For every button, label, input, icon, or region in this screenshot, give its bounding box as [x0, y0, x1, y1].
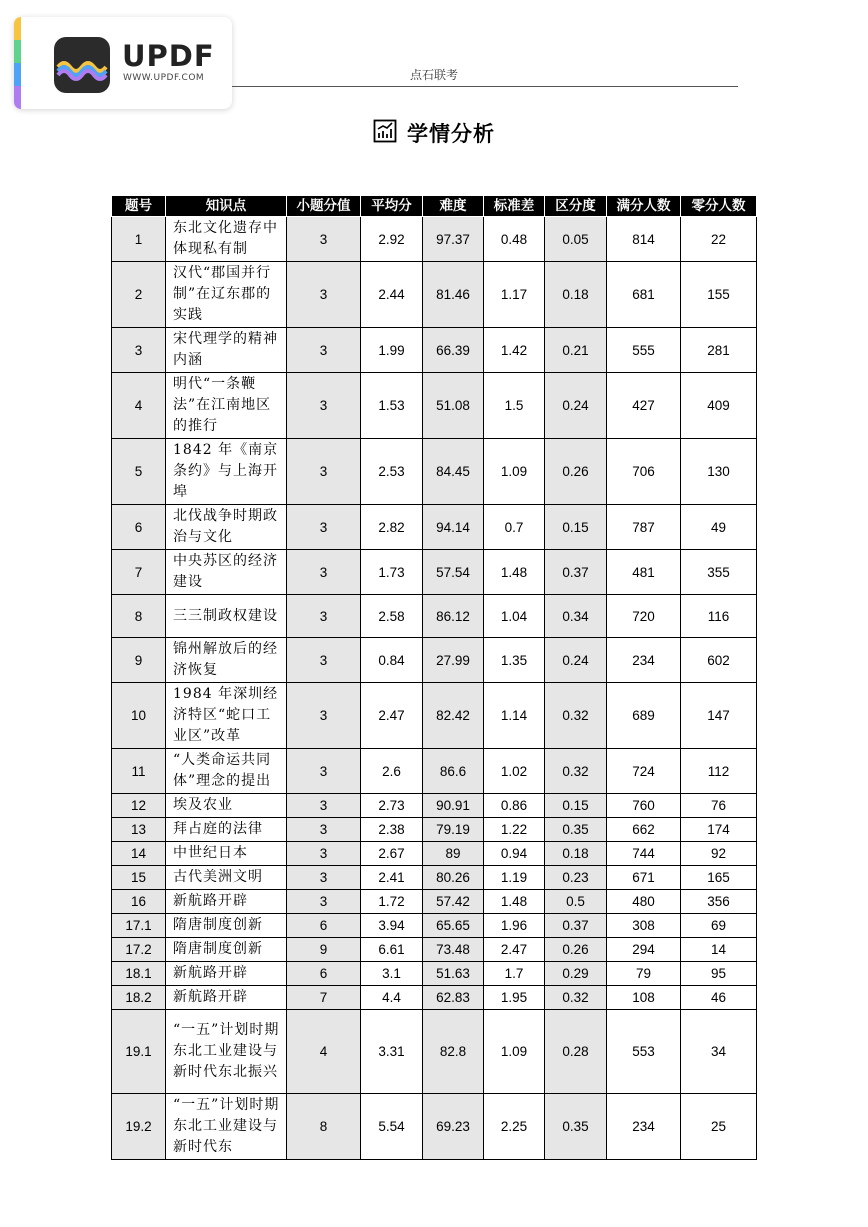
- cell-average: 2.82: [361, 505, 423, 550]
- cell-item-score: 3: [287, 595, 361, 638]
- cell-discrimination: 0.35: [545, 1094, 607, 1160]
- cell-std-dev: 1.5: [484, 373, 545, 439]
- cell-knowledge-point: 拜占庭的法律: [166, 818, 287, 842]
- cell-discrimination: 0.28: [545, 1010, 607, 1094]
- cell-std-dev: 1.42: [484, 328, 545, 373]
- table-row: [112, 638, 757, 683]
- cell-item-score: 3: [287, 749, 361, 794]
- section-heading: [0, 118, 868, 148]
- cell-item-score: 3: [287, 373, 361, 439]
- header-knowledge-point: 知识点: [166, 196, 287, 217]
- cell-std-dev: 1.48: [484, 550, 545, 595]
- table-row: [112, 1010, 757, 1094]
- cell-zero-score-count: 147: [681, 683, 757, 749]
- cell-zero-score-count: 165: [681, 866, 757, 890]
- table-row: [112, 866, 757, 890]
- cell-knowledge-point: “一五”计划时期东北工业建设与新时代东北振兴: [166, 1010, 287, 1094]
- cell-zero-score-count: 112: [681, 749, 757, 794]
- cell-question-no: 18.2: [112, 986, 166, 1010]
- cell-question-no: 7: [112, 550, 166, 595]
- cell-zero-score-count: 356: [681, 890, 757, 914]
- cell-question-no: 1: [112, 217, 166, 262]
- cell-item-score: 3: [287, 683, 361, 749]
- cell-std-dev: 2.25: [484, 1094, 545, 1160]
- cell-question-no: 16: [112, 890, 166, 914]
- cell-full-score-count: 294: [607, 938, 681, 962]
- cell-difficulty: 94.14: [423, 505, 484, 550]
- cell-zero-score-count: 281: [681, 328, 757, 373]
- cell-discrimination: 0.37: [545, 550, 607, 595]
- cell-full-score-count: 553: [607, 1010, 681, 1094]
- cell-difficulty: 73.48: [423, 938, 484, 962]
- table-row: [112, 217, 757, 262]
- cell-knowledge-point: 埃及农业: [166, 794, 287, 818]
- cell-difficulty: 51.63: [423, 962, 484, 986]
- table-row: [112, 505, 757, 550]
- cell-average: 6.61: [361, 938, 423, 962]
- updf-logo-card: [14, 17, 232, 109]
- cell-std-dev: 0.94: [484, 842, 545, 866]
- cell-zero-score-count: 92: [681, 842, 757, 866]
- cell-question-no: 17.2: [112, 938, 166, 962]
- cell-std-dev: 0.86: [484, 794, 545, 818]
- table-row: [112, 550, 757, 595]
- cell-average: 0.84: [361, 638, 423, 683]
- cell-full-score-count: 787: [607, 505, 681, 550]
- cell-item-score: 3: [287, 439, 361, 505]
- cell-knowledge-point: 隋唐制度创新: [166, 938, 287, 962]
- table-row: [112, 962, 757, 986]
- logo-color-strip: [14, 17, 21, 109]
- cell-average: 2.73: [361, 794, 423, 818]
- cell-knowledge-point: 中世纪日本: [166, 842, 287, 866]
- cell-item-score: 9: [287, 938, 361, 962]
- cell-discrimination: 0.21: [545, 328, 607, 373]
- stats-table: [111, 195, 757, 1160]
- cell-std-dev: 1.14: [484, 683, 545, 749]
- cell-knowledge-point: 1842 年《南京条约》与上海开埠: [166, 439, 287, 505]
- cell-full-score-count: 814: [607, 217, 681, 262]
- cell-std-dev: 1.04: [484, 595, 545, 638]
- header-average: 平均分: [361, 196, 423, 217]
- cell-difficulty: 66.39: [423, 328, 484, 373]
- cell-discrimination: 0.29: [545, 962, 607, 986]
- header-full-score-count: 满分人数: [607, 196, 681, 217]
- cell-discrimination: 0.32: [545, 683, 607, 749]
- cell-knowledge-point: 北伐战争时期政治与文化: [166, 505, 287, 550]
- cell-difficulty: 65.65: [423, 914, 484, 938]
- cell-discrimination: 0.34: [545, 595, 607, 638]
- cell-item-score: 3: [287, 262, 361, 328]
- cell-zero-score-count: 25: [681, 1094, 757, 1160]
- cell-knowledge-point: 新航路开辟: [166, 890, 287, 914]
- cell-full-score-count: 706: [607, 439, 681, 505]
- table-row: [112, 595, 757, 638]
- cell-discrimination: 0.23: [545, 866, 607, 890]
- cell-knowledge-point: 中央苏区的经济建设: [166, 550, 287, 595]
- cell-question-no: 12: [112, 794, 166, 818]
- cell-difficulty: 27.99: [423, 638, 484, 683]
- cell-discrimination: 0.05: [545, 217, 607, 262]
- cell-discrimination: 0.32: [545, 986, 607, 1010]
- cell-full-score-count: 555: [607, 328, 681, 373]
- cell-question-no: 15: [112, 866, 166, 890]
- cell-knowledge-point: 锦州解放后的经济恢复: [166, 638, 287, 683]
- header-discrimination: 区分度: [545, 196, 607, 217]
- cell-average: 1.53: [361, 373, 423, 439]
- cell-discrimination: 0.24: [545, 638, 607, 683]
- cell-full-score-count: 234: [607, 1094, 681, 1160]
- cell-difficulty: 97.37: [423, 217, 484, 262]
- cell-std-dev: 1.22: [484, 818, 545, 842]
- cell-item-score: 3: [287, 328, 361, 373]
- cell-difficulty: 69.23: [423, 1094, 484, 1160]
- header-title: 点石联考: [409, 68, 458, 82]
- cell-knowledge-point: 古代美洲文明: [166, 866, 287, 890]
- cell-item-score: 8: [287, 1094, 361, 1160]
- cell-knowledge-point: 汉代“郡国并行制”在辽东郡的实践: [166, 262, 287, 328]
- cell-difficulty: 82.42: [423, 683, 484, 749]
- header-difficulty: 难度: [423, 196, 484, 217]
- cell-full-score-count: 480: [607, 890, 681, 914]
- cell-discrimination: 0.5: [545, 890, 607, 914]
- cell-difficulty: 57.54: [423, 550, 484, 595]
- cell-discrimination: 0.15: [545, 505, 607, 550]
- cell-std-dev: 1.02: [484, 749, 545, 794]
- cell-std-dev: 1.09: [484, 1010, 545, 1094]
- cell-average: 1.99: [361, 328, 423, 373]
- cell-average: 1.73: [361, 550, 423, 595]
- cell-discrimination: 0.26: [545, 938, 607, 962]
- table-row: [112, 818, 757, 842]
- cell-std-dev: 1.35: [484, 638, 545, 683]
- cell-difficulty: 57.42: [423, 890, 484, 914]
- cell-discrimination: 0.18: [545, 262, 607, 328]
- cell-full-score-count: 720: [607, 595, 681, 638]
- cell-difficulty: 86.12: [423, 595, 484, 638]
- cell-average: 2.67: [361, 842, 423, 866]
- cell-full-score-count: 724: [607, 749, 681, 794]
- table-row: [112, 794, 757, 818]
- cell-std-dev: 1.19: [484, 866, 545, 890]
- cell-question-no: 3: [112, 328, 166, 373]
- cell-full-score-count: 108: [607, 986, 681, 1010]
- cell-question-no: 13: [112, 818, 166, 842]
- cell-average: 2.92: [361, 217, 423, 262]
- updf-logo-icon: [54, 37, 110, 93]
- cell-zero-score-count: 49: [681, 505, 757, 550]
- cell-zero-score-count: 76: [681, 794, 757, 818]
- cell-item-score: 3: [287, 794, 361, 818]
- cell-average: 2.44: [361, 262, 423, 328]
- cell-average: 1.72: [361, 890, 423, 914]
- cell-item-score: 3: [287, 842, 361, 866]
- header-std-dev: 标准差: [484, 196, 545, 217]
- section-title: 学情分析: [407, 122, 495, 146]
- header-question-no: 题号: [112, 196, 166, 217]
- cell-average: 3.1: [361, 962, 423, 986]
- cell-question-no: 2: [112, 262, 166, 328]
- cell-difficulty: 62.83: [423, 986, 484, 1010]
- header-divider: [232, 86, 738, 87]
- cell-zero-score-count: 46: [681, 986, 757, 1010]
- cell-knowledge-point: 东北文化遗存中体现私有制: [166, 217, 287, 262]
- table-row: [112, 986, 757, 1010]
- cell-difficulty: 86.6: [423, 749, 484, 794]
- cell-item-score: 3: [287, 818, 361, 842]
- cell-question-no: 19.1: [112, 1010, 166, 1094]
- cell-average: 3.31: [361, 1010, 423, 1094]
- cell-question-no: 14: [112, 842, 166, 866]
- cell-full-score-count: 427: [607, 373, 681, 439]
- cell-zero-score-count: 155: [681, 262, 757, 328]
- cell-knowledge-point: 新航路开辟: [166, 986, 287, 1010]
- cell-full-score-count: 689: [607, 683, 681, 749]
- cell-full-score-count: 671: [607, 866, 681, 890]
- header-item-score: 小题分值: [287, 196, 361, 217]
- cell-question-no: 18.1: [112, 962, 166, 986]
- cell-zero-score-count: 130: [681, 439, 757, 505]
- cell-question-no: 6: [112, 505, 166, 550]
- cell-average: 2.6: [361, 749, 423, 794]
- cell-average: 2.53: [361, 439, 423, 505]
- cell-full-score-count: 79: [607, 962, 681, 986]
- table-row: [112, 439, 757, 505]
- cell-item-score: 3: [287, 890, 361, 914]
- cell-std-dev: 2.47: [484, 938, 545, 962]
- cell-average: 4.4: [361, 986, 423, 1010]
- cell-discrimination: 0.18: [545, 842, 607, 866]
- cell-full-score-count: 234: [607, 638, 681, 683]
- cell-std-dev: 0.7: [484, 505, 545, 550]
- table-row: [112, 914, 757, 938]
- cell-zero-score-count: 409: [681, 373, 757, 439]
- cell-difficulty: 89: [423, 842, 484, 866]
- cell-std-dev: 1.95: [484, 986, 545, 1010]
- cell-item-score: 6: [287, 914, 361, 938]
- cell-difficulty: 79.19: [423, 818, 484, 842]
- table-row: [112, 328, 757, 373]
- cell-zero-score-count: 174: [681, 818, 757, 842]
- cell-full-score-count: 760: [607, 794, 681, 818]
- table-header-row: [112, 196, 757, 217]
- chart-icon: [373, 119, 397, 147]
- cell-discrimination: 0.32: [545, 749, 607, 794]
- cell-full-score-count: 308: [607, 914, 681, 938]
- cell-difficulty: 80.26: [423, 866, 484, 890]
- cell-knowledge-point: 新航路开辟: [166, 962, 287, 986]
- cell-full-score-count: 481: [607, 550, 681, 595]
- cell-item-score: 3: [287, 638, 361, 683]
- cell-average: 2.38: [361, 818, 423, 842]
- cell-item-score: 7: [287, 986, 361, 1010]
- cell-zero-score-count: 602: [681, 638, 757, 683]
- cell-question-no: 10: [112, 683, 166, 749]
- cell-zero-score-count: 69: [681, 914, 757, 938]
- cell-full-score-count: 681: [607, 262, 681, 328]
- cell-discrimination: 0.35: [545, 818, 607, 842]
- table-row: [112, 842, 757, 866]
- cell-zero-score-count: 14: [681, 938, 757, 962]
- cell-std-dev: 1.48: [484, 890, 545, 914]
- cell-item-score: 3: [287, 550, 361, 595]
- cell-difficulty: 51.08: [423, 373, 484, 439]
- cell-std-dev: 1.17: [484, 262, 545, 328]
- cell-full-score-count: 744: [607, 842, 681, 866]
- cell-zero-score-count: 34: [681, 1010, 757, 1094]
- cell-zero-score-count: 22: [681, 217, 757, 262]
- cell-average: 2.41: [361, 866, 423, 890]
- cell-item-score: 4: [287, 1010, 361, 1094]
- table-row: [112, 1094, 757, 1160]
- cell-question-no: 11: [112, 749, 166, 794]
- cell-knowledge-point: “一五”计划时期东北工业建设与新时代东: [166, 1094, 287, 1160]
- cell-discrimination: 0.26: [545, 439, 607, 505]
- cell-knowledge-point: 宋代理学的精神内涵: [166, 328, 287, 373]
- cell-average: 2.47: [361, 683, 423, 749]
- table-row: [112, 749, 757, 794]
- cell-question-no: 17.1: [112, 914, 166, 938]
- table-row: [112, 262, 757, 328]
- cell-discrimination: 0.37: [545, 914, 607, 938]
- cell-knowledge-point: 明代“一条鞭法”在江南地区的推行: [166, 373, 287, 439]
- logo-url: WWW.UPDF.COM: [123, 73, 205, 83]
- table-row: [112, 938, 757, 962]
- cell-std-dev: 1.09: [484, 439, 545, 505]
- cell-knowledge-point: “人类命运共同体”理念的提出: [166, 749, 287, 794]
- table-row: [112, 683, 757, 749]
- cell-zero-score-count: 95: [681, 962, 757, 986]
- cell-question-no: 9: [112, 638, 166, 683]
- cell-difficulty: 81.46: [423, 262, 484, 328]
- table-row: [112, 890, 757, 914]
- logo-name: UPDF: [122, 39, 215, 73]
- cell-discrimination: 0.15: [545, 794, 607, 818]
- cell-question-no: 5: [112, 439, 166, 505]
- cell-item-score: 3: [287, 505, 361, 550]
- header-zero-score-count: 零分人数: [681, 196, 757, 217]
- cell-question-no: 19.2: [112, 1094, 166, 1160]
- cell-difficulty: 90.91: [423, 794, 484, 818]
- cell-knowledge-point: 隋唐制度创新: [166, 914, 287, 938]
- cell-difficulty: 82.8: [423, 1010, 484, 1094]
- cell-average: 5.54: [361, 1094, 423, 1160]
- cell-item-score: 3: [287, 866, 361, 890]
- cell-average: 2.58: [361, 595, 423, 638]
- cell-knowledge-point: 三三制政权建设: [166, 595, 287, 638]
- cell-std-dev: 1.96: [484, 914, 545, 938]
- cell-knowledge-point: 1984 年深圳经济特区“蛇口工业区”改革: [166, 683, 287, 749]
- cell-std-dev: 1.7: [484, 962, 545, 986]
- cell-full-score-count: 662: [607, 818, 681, 842]
- cell-question-no: 8: [112, 595, 166, 638]
- cell-average: 3.94: [361, 914, 423, 938]
- table-row: [112, 373, 757, 439]
- cell-item-score: 6: [287, 962, 361, 986]
- cell-discrimination: 0.24: [545, 373, 607, 439]
- cell-zero-score-count: 355: [681, 550, 757, 595]
- cell-item-score: 3: [287, 217, 361, 262]
- cell-zero-score-count: 116: [681, 595, 757, 638]
- cell-difficulty: 84.45: [423, 439, 484, 505]
- cell-question-no: 4: [112, 373, 166, 439]
- cell-std-dev: 0.48: [484, 217, 545, 262]
